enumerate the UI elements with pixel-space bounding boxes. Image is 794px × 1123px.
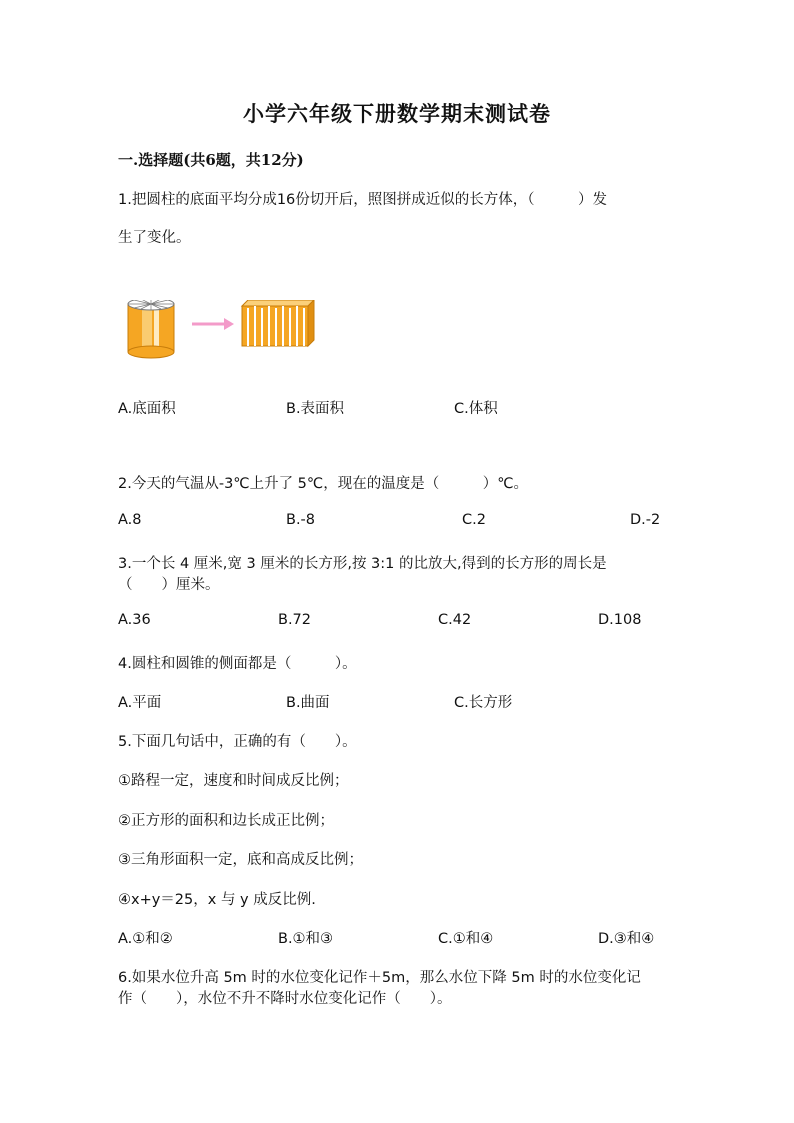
question-4-option-b: B.曲面 — [286, 695, 330, 711]
question-1-line-1: 1.把圆柱的底面平均分成16份切开后，照图拼成近似的长方体，（ ）发 — [118, 192, 608, 208]
question-4-line-1: 4.圆柱和圆锥的侧面都是（ ）。 — [118, 656, 357, 672]
question-2-option-b: B.-8 — [286, 512, 316, 528]
question-1-line-2: 生了变化。 — [118, 230, 191, 246]
question-2-option-c: C.2 — [462, 512, 486, 528]
arrow-right-icon — [192, 318, 234, 330]
question-5-statement-4: ④x+y＝25，x 与 y 成反比例. — [118, 892, 316, 908]
cylinder-icon — [128, 300, 174, 358]
question-3-line-2: （ ）厘米。 — [118, 577, 220, 593]
question-5-option-c: C.①和④ — [438, 931, 494, 947]
page-title: 小学六年级下册数学期末测试卷 — [243, 101, 551, 126]
question-3-line-1: 3.一个长 4 厘米,宽 3 厘米的长方形,按 3:1 的比放大,得到的长方形的周长是 — [118, 556, 607, 572]
question-3-option-c: C.42 — [438, 612, 472, 628]
question-5-statement-3: ③三角形面积一定，底和高成反比例； — [118, 852, 363, 868]
question-6-line-2: 作（ ），水位不升不降时水位变化记作（ ）。 — [118, 991, 452, 1007]
question-6-line-1: 6.如果水位升高 5m 时的水位变化记作＋5m，那么水位下降 5m 时的水位变化记 — [118, 970, 641, 986]
question-4-option-a: A.平面 — [118, 695, 162, 711]
question-5-statement-1: ①路程一定，速度和时间成反比例； — [118, 773, 349, 789]
cylinder-figure — [124, 300, 324, 364]
question-5-line-1: 5.下面几句话中，正确的有（ ）。 — [118, 734, 357, 750]
question-5-option-d: D.③和④ — [598, 931, 655, 947]
question-5-statement-2: ②正方形的面积和边长成正比例； — [118, 813, 334, 829]
cylinder-to-cuboid-illustration — [124, 300, 324, 360]
section-heading: 一.选择题(共6题，共12分) — [118, 151, 304, 169]
question-3-option-d: D.108 — [598, 612, 642, 628]
question-2-line-1: 2.今天的气温从-3℃上升了 5℃，现在的温度是（ ）℃。 — [118, 476, 528, 492]
question-3-option-a: A.36 — [118, 612, 151, 628]
cuboid-icon — [242, 300, 314, 346]
question-5-option-b: B.①和③ — [278, 931, 334, 947]
question-1-option-a: A.底面积 — [118, 401, 176, 417]
question-1-option-c: C.体积 — [454, 401, 498, 417]
question-2-option-a: A.8 — [118, 512, 142, 528]
question-2-option-d: D.-2 — [630, 512, 661, 528]
question-4-option-c: C.长方形 — [454, 695, 513, 711]
question-5-option-a: A.①和② — [118, 931, 173, 947]
question-3-option-b: B.72 — [278, 612, 312, 628]
question-1-option-b: B.表面积 — [286, 401, 345, 417]
